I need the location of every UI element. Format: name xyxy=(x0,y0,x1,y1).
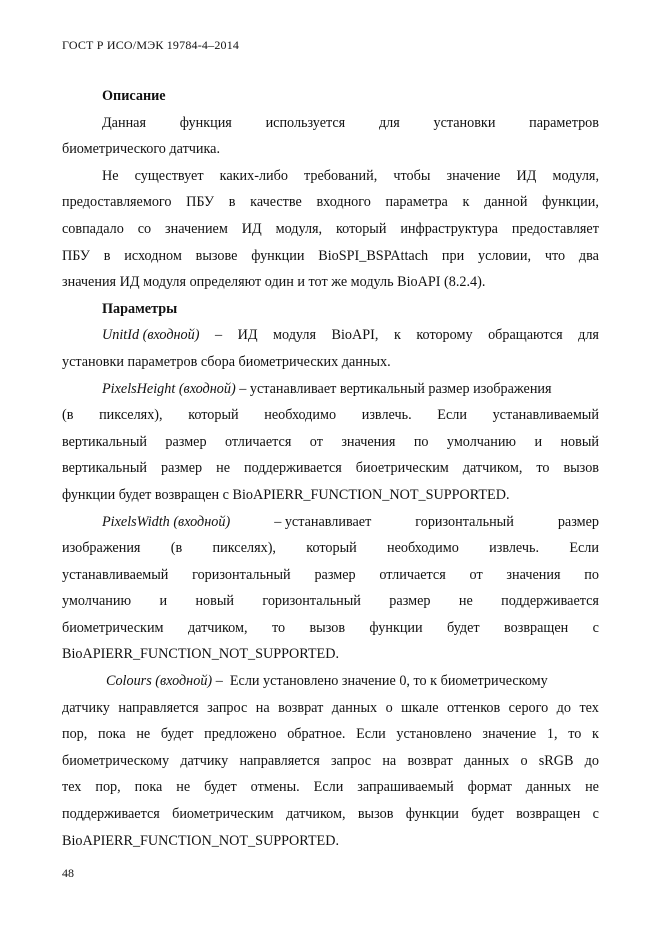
word: размер xyxy=(160,460,203,477)
word: биоетрическим xyxy=(355,460,449,477)
word: вызов xyxy=(563,460,599,477)
param-colours-line-4 xyxy=(62,748,599,775)
word: при xyxy=(441,247,465,264)
param-pixwidth-line-1 xyxy=(62,509,599,536)
word: который xyxy=(188,407,239,424)
word: биометрическим xyxy=(62,619,164,636)
word: с xyxy=(592,619,599,636)
word: модуля xyxy=(273,327,316,344)
word: чтобы xyxy=(393,167,431,184)
word: поддерживается xyxy=(62,806,160,823)
word: горизонтальный xyxy=(415,513,514,530)
word: значения xyxy=(341,433,396,450)
word: направляется xyxy=(118,699,199,716)
word: до xyxy=(584,752,599,769)
word: от xyxy=(469,566,483,583)
desc-p1-line-2: биометрического датчика. xyxy=(62,141,221,158)
word: необходимо xyxy=(264,407,337,424)
word: обращаются xyxy=(488,327,563,344)
word: горизонтальный xyxy=(262,593,361,610)
word: новый xyxy=(560,433,599,450)
word: установлено xyxy=(396,726,472,743)
word: шкале xyxy=(401,699,439,716)
word: который xyxy=(336,220,387,237)
word: датчиком, xyxy=(285,806,346,823)
word: пор, xyxy=(62,726,88,743)
word: (в xyxy=(170,540,183,557)
word: значением xyxy=(165,220,228,237)
word: то xyxy=(568,726,582,743)
param-colours-line-1 xyxy=(62,668,599,695)
word: данных xyxy=(463,752,510,769)
word: необходимо xyxy=(387,540,459,557)
word: Если xyxy=(356,726,386,743)
param-colours-line-2 xyxy=(62,695,599,722)
word: установки xyxy=(433,114,496,131)
word: пока xyxy=(134,779,163,796)
word: используется xyxy=(265,114,346,131)
word: исходном xyxy=(124,247,182,264)
word: не xyxy=(216,460,231,477)
heading-description: Описание xyxy=(102,88,166,104)
param-colours-line-6 xyxy=(62,801,599,828)
word: отмены. xyxy=(250,779,300,796)
word: предоставляет xyxy=(511,220,599,237)
word: (в xyxy=(62,407,74,424)
word: 1, xyxy=(546,726,558,743)
word: размер xyxy=(314,566,356,583)
word: поддерживается xyxy=(501,593,599,610)
word: о xyxy=(385,699,393,716)
heading-params: Параметры xyxy=(102,300,178,317)
desc-p2-line-1 xyxy=(62,163,599,190)
param-colours-name: Colours (входной) xyxy=(106,673,213,690)
word: биометрическому xyxy=(62,752,170,769)
word: извлечь. xyxy=(361,407,412,424)
word: возврат xyxy=(278,699,324,716)
word: направляется xyxy=(239,752,320,769)
word: вызов xyxy=(357,806,394,823)
word: пикселях), xyxy=(99,407,163,424)
word: датчику xyxy=(180,752,229,769)
word: пор, xyxy=(95,779,121,796)
word: BioAPI, xyxy=(331,327,379,344)
word: значения xyxy=(506,566,561,583)
word: Данная xyxy=(102,114,146,131)
word: умолчанию xyxy=(446,433,517,450)
word: Если xyxy=(313,779,344,796)
word: параметра xyxy=(385,194,448,211)
word: функции xyxy=(251,247,305,264)
word: в xyxy=(228,194,236,211)
word: будет xyxy=(447,619,480,636)
word: умолчанию xyxy=(62,593,132,610)
desc-p2-line-4 xyxy=(62,243,599,270)
word: для xyxy=(578,327,599,344)
param-pixheight-name: PixelsHeight (входной) xyxy=(102,380,236,397)
desc-p2-line-3 xyxy=(62,216,599,243)
word: ИД xyxy=(237,327,258,344)
word: значение xyxy=(482,726,537,743)
param-pixheight-line-1 xyxy=(62,376,599,403)
word: – устанавливает xyxy=(274,513,372,530)
param-unitid-line-1 xyxy=(62,322,599,349)
param-pixwidth-line-3 xyxy=(62,562,599,589)
page-number: 48 xyxy=(62,866,74,880)
word: предоставляемого xyxy=(62,194,172,211)
word: BioSPI_BSPAttach xyxy=(318,247,429,264)
word: размер xyxy=(165,433,207,450)
word: биометрическим xyxy=(172,806,274,823)
word: датчику xyxy=(62,699,110,716)
word: два xyxy=(578,247,599,264)
word: и xyxy=(159,593,168,610)
word: размер xyxy=(557,513,599,530)
param-pixheight-line-5: функции будет возвращен с BioAPIERR_FUNCTION_NOT_SUPPORTED. xyxy=(62,486,510,503)
word: данных xyxy=(331,699,378,716)
word: отличается xyxy=(379,566,446,583)
param-pixwidth-line-5 xyxy=(62,615,599,642)
word: который xyxy=(306,540,357,557)
word: Не xyxy=(102,167,119,184)
param-pixheight-line-4 xyxy=(62,455,599,482)
desc-p2-line-5: значения ИД модуля определяют один и тот же модуль BioAPI (8.2.4). xyxy=(62,274,486,291)
word: запрашиваемый xyxy=(357,779,454,796)
word: инфраструктура xyxy=(400,220,498,237)
word: Если xyxy=(437,407,467,424)
word: к xyxy=(462,194,470,211)
word: возвращен xyxy=(516,806,581,823)
document-header: ГОСТ Р ИСО/МЭК 19784-4–2014 xyxy=(62,38,240,52)
word: не xyxy=(458,593,473,610)
document-body xyxy=(62,83,599,854)
word: на xyxy=(255,699,270,716)
word: вызове xyxy=(195,247,238,264)
desc-p2-line-2 xyxy=(62,189,599,216)
param-unitid-name: UnitId (входной) xyxy=(102,327,200,344)
word: серого xyxy=(508,699,549,716)
param-pixwidth-line-4 xyxy=(62,588,599,615)
word: будет xyxy=(160,726,194,743)
word: совпадало xyxy=(62,220,124,237)
param-pixheight-line-3 xyxy=(62,429,599,456)
word: то xyxy=(536,460,550,477)
word: данной xyxy=(484,194,528,211)
word: запрос xyxy=(207,699,248,716)
word: ПБУ xyxy=(62,247,90,264)
word: оттенков xyxy=(447,699,501,716)
word: тех xyxy=(62,779,82,796)
word: ИД xyxy=(516,167,537,184)
word: по xyxy=(584,566,599,583)
param-colours-rest: – Если установлено значение 0, то к биометрическому xyxy=(215,673,548,690)
word: вертикальный xyxy=(62,460,147,477)
word: на xyxy=(382,752,397,769)
word: тех xyxy=(579,699,599,716)
word: то xyxy=(271,619,286,636)
word: функции, xyxy=(542,194,599,211)
word: параметров xyxy=(529,114,599,131)
word: ПБУ xyxy=(186,194,215,211)
param-pixwidth-line-6: BioAPIERR_FUNCTION_NOT_SUPPORTED. xyxy=(62,646,340,663)
word: новый xyxy=(195,593,234,610)
word: к xyxy=(591,726,599,743)
word: устанавливаемый xyxy=(492,407,599,424)
param-pixheight-rest: – устанавливает вертикальный размер изображения xyxy=(239,380,552,397)
word: пикселях), xyxy=(212,540,276,557)
word: возвращен xyxy=(504,619,569,636)
word: качестве xyxy=(250,194,302,211)
word: формат xyxy=(467,779,512,796)
word: вертикальный xyxy=(62,433,147,450)
word: существует xyxy=(134,167,204,184)
param-colours-line-3 xyxy=(62,721,599,748)
word: Если xyxy=(569,540,599,557)
word: не xyxy=(136,726,151,743)
word: отличается xyxy=(225,433,292,450)
word: пока xyxy=(97,726,126,743)
word: что xyxy=(544,247,566,264)
param-pixwidth-line-2 xyxy=(62,535,599,562)
param-colours-line-5 xyxy=(62,774,599,801)
word: датчиком, xyxy=(187,619,248,636)
word: требований, xyxy=(304,167,378,184)
word: данных xyxy=(525,779,572,796)
word: изображения xyxy=(62,540,141,557)
word: к xyxy=(393,327,401,344)
word: горизонтальный xyxy=(192,566,291,583)
word: возврат xyxy=(407,752,453,769)
word: не xyxy=(585,779,599,796)
word: модуля, xyxy=(275,220,323,237)
word: запрос xyxy=(330,752,372,769)
word: будет xyxy=(204,779,237,796)
word: поддерживается xyxy=(244,460,342,477)
word: устанавливаемый xyxy=(62,566,169,583)
word: каких-либо xyxy=(219,167,288,184)
word: модуля, xyxy=(552,167,599,184)
word: со xyxy=(137,220,152,237)
word: извлечь. xyxy=(489,540,540,557)
word: о xyxy=(520,752,528,769)
word: будет xyxy=(471,806,504,823)
word: функции xyxy=(405,806,459,823)
word: датчиком, xyxy=(462,460,523,477)
word: вызов xyxy=(309,619,346,636)
param-pixheight-line-2 xyxy=(62,402,599,429)
word: которому xyxy=(416,327,473,344)
word: входного xyxy=(316,194,371,211)
word: условии, xyxy=(478,247,532,264)
word: размер xyxy=(389,593,431,610)
param-pixwidth-name: PixelsWidth (входной) xyxy=(102,513,231,530)
word: от xyxy=(309,433,323,450)
word: функции xyxy=(369,619,423,636)
param-unitid-line-2: установки параметров сбора биометрических данных. xyxy=(62,353,391,370)
word: не xyxy=(176,779,191,796)
word: с xyxy=(592,806,599,823)
word: функция xyxy=(179,114,232,131)
param-colours-line-7: BioAPIERR_FUNCTION_NOT_SUPPORTED. xyxy=(62,832,340,849)
word: до xyxy=(556,699,571,716)
word: и xyxy=(534,433,543,450)
word: в xyxy=(103,247,111,264)
word: обратное. xyxy=(287,726,346,743)
word: – xyxy=(214,327,223,344)
word: sRGB xyxy=(538,752,574,769)
word: предложено xyxy=(204,726,277,743)
word: для xyxy=(378,114,400,131)
word: по xyxy=(413,433,429,450)
word: значение xyxy=(446,167,501,184)
desc-p1-line-1 xyxy=(62,110,599,137)
word: ИД xyxy=(241,220,262,237)
